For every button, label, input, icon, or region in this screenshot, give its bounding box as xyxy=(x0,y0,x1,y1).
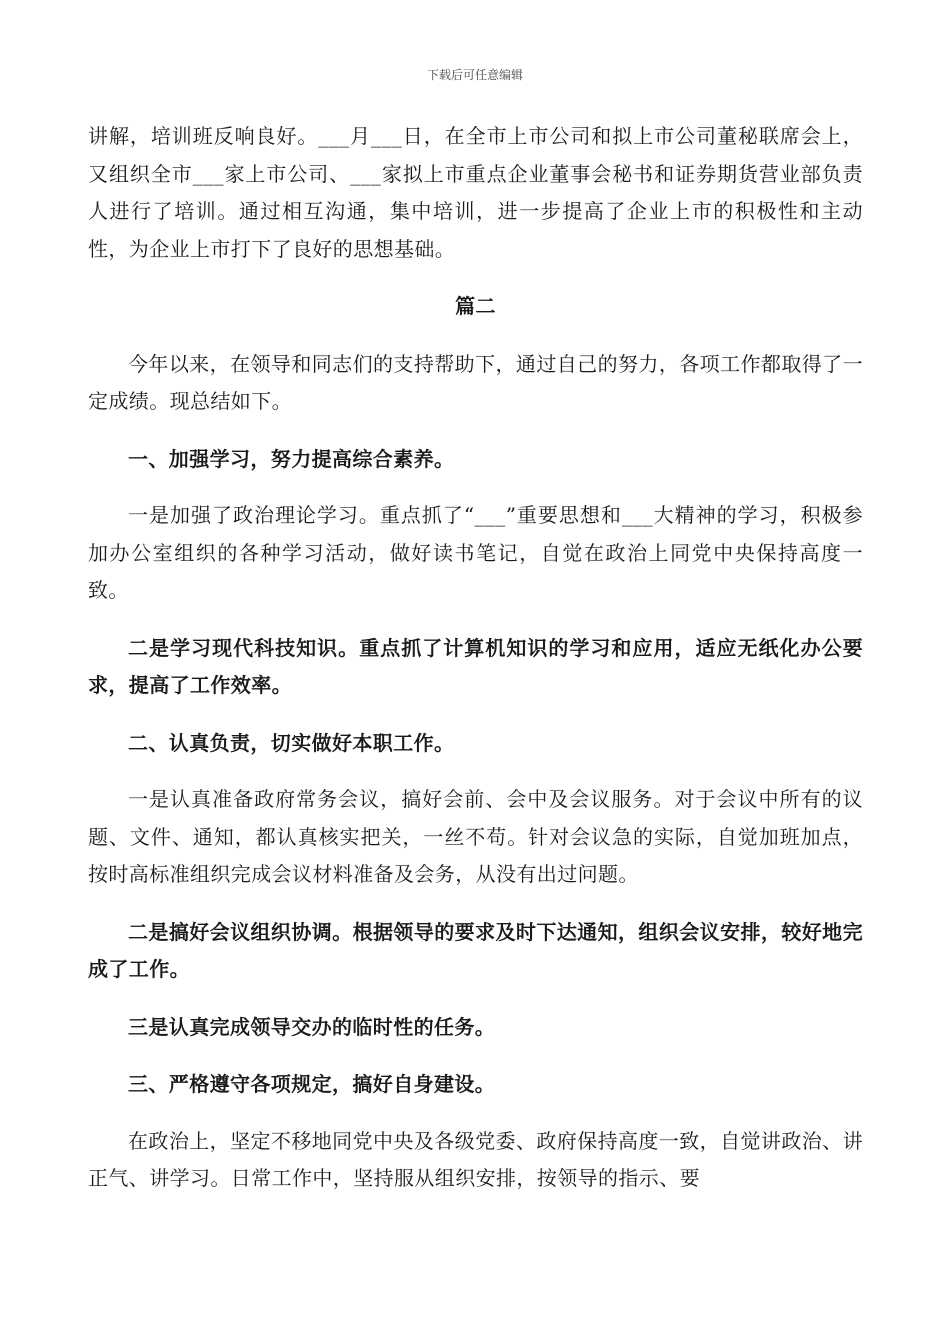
paragraph-4: 二是学习现代科技知识。重点抓了计算机知识的学习和应用，适应无纸化办公要求，提高了工作效率。 xyxy=(88,635,863,697)
document-body xyxy=(88,118,863,1198)
paragraph-6: 二是搞好会议组织协调。根据领导的要求及时下达通知，组织会议安排，较好地完成了工作。 xyxy=(88,919,863,981)
section-title: 篇二 xyxy=(455,294,496,318)
paragraph-1: 讲解，培训班反响良好。___月___日，在全市上市公司和拟上市公司董秘联席会上，又组织全市___家上市公司、___家拟上市重点企业董事会秘书和证券期货营业部负责人进行了培训。通过相互沟通，集中培训，进一步提高了企业上市的积极性和主动性，为企业上市打下了良好的思想基础。 xyxy=(88,124,863,261)
header-note: 下载后可任意编辑 xyxy=(426,68,523,82)
heading-2: 二、认真负责，切实做好本职工作。 xyxy=(128,730,455,755)
paragraph-5: 一是认真准备政府常务会议，搞好会前、会中及会议服务。对于会议中所有的议题、文件、通知，都认真核实把关，一丝不苟。针对会议急的实际，自觉加班加点，按时高标准组织完成会议材料准备及会务，从没有出过问题。 xyxy=(88,787,863,886)
paragraph-2: 今年以来，在领导和同志们的支持帮助下，通过自己的努力，各项工作都取得了一定成绩。现总结如下。 xyxy=(88,351,863,413)
paragraph-3: 一是加强了政治理论学习。重点抓了“___”重要思想和___大精神的学习，积极参加办公室组织的各种学习活动，做好读书笔记，自觉在政治上同党中央保持高度一致。 xyxy=(88,503,863,602)
paragraph-8: 在政治上，坚定不移地同党中央及各级党委、政府保持高度一致，自觉讲政治、讲正气、讲学习。日常工作中，坚持服从组织安排，按领导的指示、要 xyxy=(88,1128,863,1190)
heading-1: 一、加强学习，努力提高综合素养。 xyxy=(128,446,455,471)
heading-3: 三、严格遵守各项规定，搞好自身建设。 xyxy=(128,1072,496,1096)
paragraph-7: 三是认真完成领导交办的临时性的任务。 xyxy=(128,1014,496,1039)
